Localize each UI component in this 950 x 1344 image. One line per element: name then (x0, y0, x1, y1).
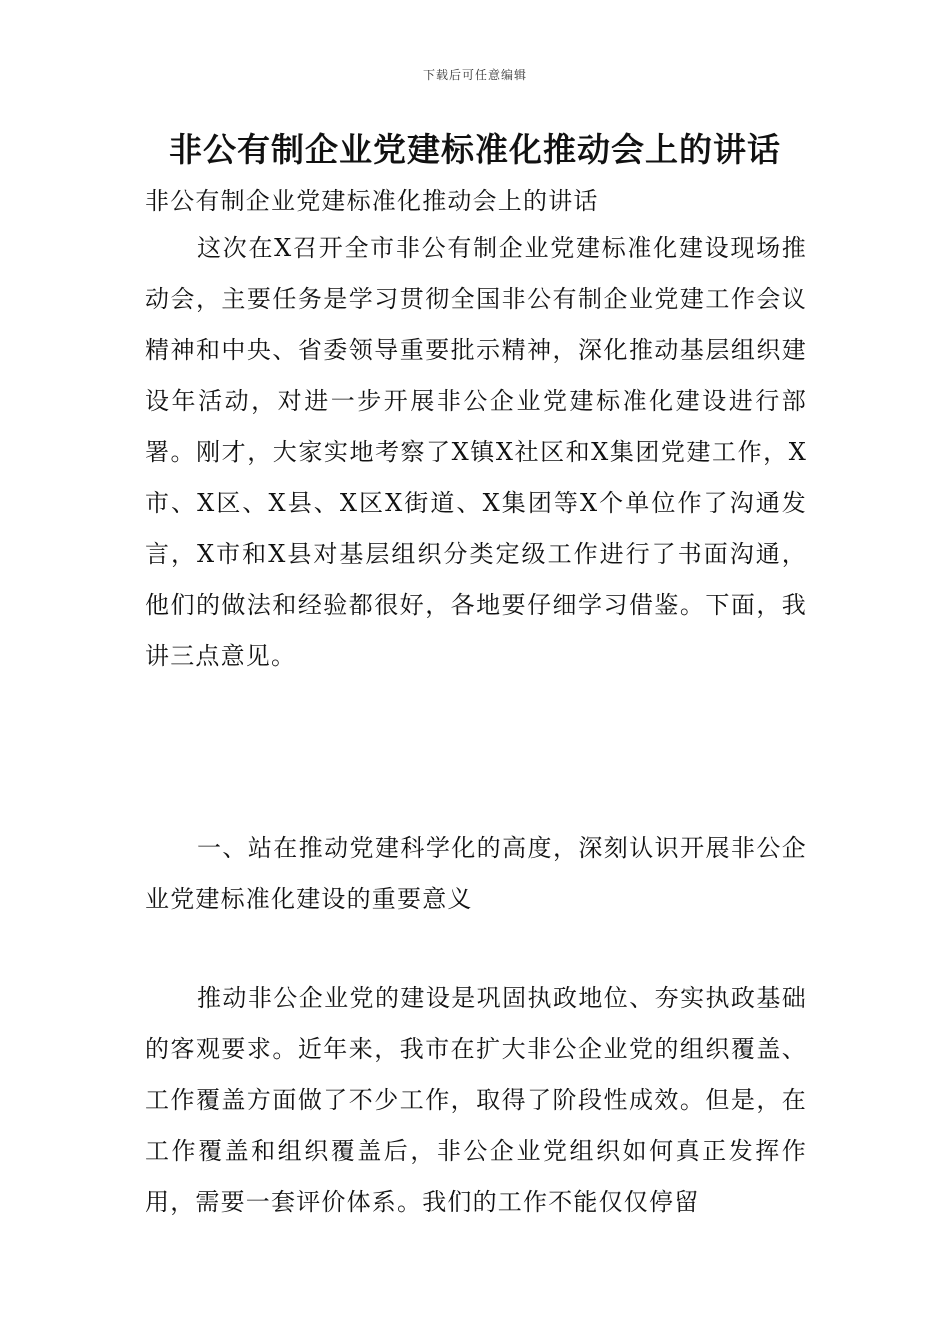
document-subtitle: 非公有制企业党建标准化推动会上的讲话 (145, 187, 599, 215)
document-title: 非公有制企业党建标准化推动会上的讲话 (169, 130, 781, 169)
section-heading-1: 一、站在推动党建科学化的高度，深刻认识开展非公企业党建标准化建设的重要意义 (145, 834, 807, 913)
intro-paragraph: 这次在X召开全市非公有制企业党建标准化建设现场推动会，主要任务是学习贯彻全国非公有制企业党建工作会议精神和中央、省委领导重要批示精神，深化推动基层组织建设年活动，对进一步开展非公企业党建标准化建设进行部署。刚才，大家实地考察了X镇X社区和X集团党建工作，X市、X区、X县、X区X街道、X集团等X个单位作了沟通发言，X市和X县对基层组织分类定级工作进行了书面沟通，他们的做法和经验都很好，各地要仔细学习借鉴。下面，我讲三点意见。 (145, 234, 807, 670)
section-1-paragraph: 推动非公企业党的建设是巩固执政地位、夯实执政基础的客观要求。近年来，我市在扩大非公企业党的组织覆盖、工作覆盖方面做了不少工作，取得了阶段性成效。但是，在工作覆盖和组织覆盖后，非公企业党组织如何真正发挥作用，需要一套评价体系。我们的工作不能仅仅停留 (145, 984, 807, 1216)
header-note: 下载后可任意编辑 (422, 68, 527, 82)
